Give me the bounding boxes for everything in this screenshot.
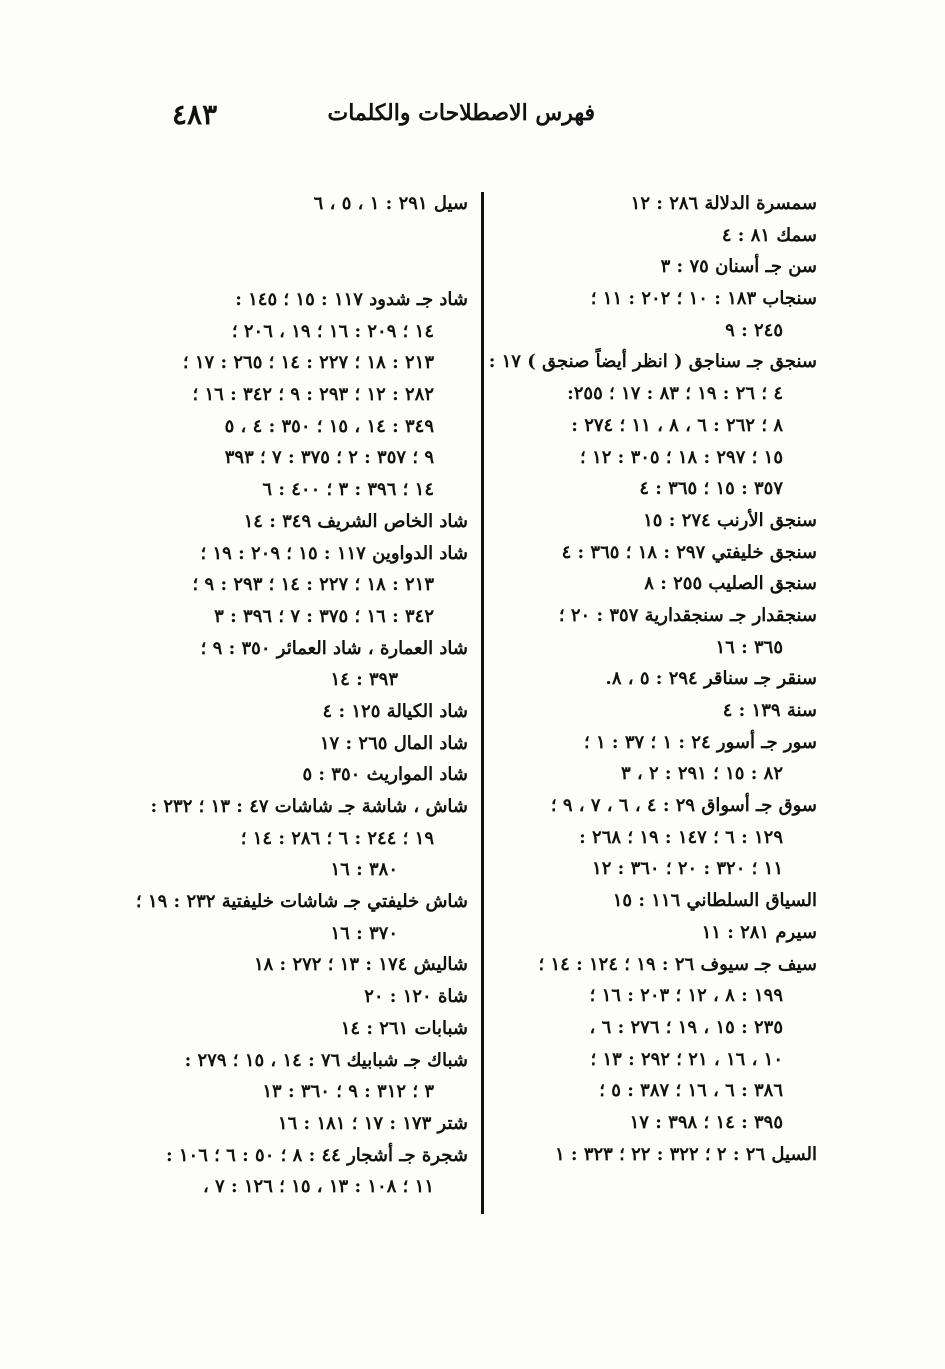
index-entry-continuation: ٣٦٥ : ١٦ xyxy=(715,636,783,658)
index-column-left xyxy=(135,188,468,1203)
index-entry: شاد الدواوين ١١٧ : ١٥ ؛ ٢٠٩ : ١٩ ؛ xyxy=(200,542,468,564)
index-entry-continuation: ٢١٣ : ١٨ ؛ ٢٢٧ : ١٤ ؛ ٢٩٣ : ٩ ؛ xyxy=(192,574,434,596)
index-entry-continuation: ٣٩٣ : ١٤ xyxy=(330,669,398,691)
index-entry: سوق جـ أسواق ٢٩ : ٤ ، ٦ ، ٧ ، ٩ ؛ xyxy=(550,795,817,817)
index-entry-continuation: ١٩ ؛ ٢٤٤ : ٦ ؛ ٢٨٦ : ١٤ ؛ xyxy=(240,827,434,849)
index-entry: شاة ١٢٠ : ٢٠ xyxy=(364,986,468,1008)
index-column-right xyxy=(488,188,817,1170)
index-entry: شباك جـ شبابيك ٧٦ : ١٤ ، ١٥ ؛ ٢٧٩ : xyxy=(184,1049,468,1071)
index-entry: شاش ، شاشة جـ شاشات ٤٧ : ١٣ ؛ ٢٣٢ : xyxy=(150,796,468,817)
index-entry-continuation: ١٤ ؛ ٣٩٦ : ٣ ؛ ٤٠٠ : ٦ xyxy=(262,479,434,501)
index-entry: شتر ١٧٣ : ١٧ ؛ ١٨١ : ١٦ xyxy=(277,1112,468,1134)
index-entry: سنجق الأرنب ٢٧٤ : ١٥ xyxy=(643,509,817,531)
index-entry: سنجقدار جـ سنجقدارية ٣٥٧ : ٢٠ ؛ xyxy=(558,604,817,626)
column-divider xyxy=(481,192,484,1214)
index-entry-continuation: ٢١٣ : ١٨ ؛ ٢٢٧ : ١٤ ؛ ٢٦٥ : ١٧ ؛ xyxy=(182,352,434,374)
index-entry-continuation: ١٩٩ : ٨ ، ١٢ ؛ ٢٠٣ : ١٦ ؛ xyxy=(589,985,783,1007)
index-entry-continuation: ٣٨٠ : ١٦ xyxy=(330,859,398,881)
index-entry-continuation: ٣٧٠ : ١٦ xyxy=(330,922,398,944)
index-entry: شاد العمارة ، شاد العمائر ٣٥٠ : ٩ ؛ xyxy=(200,637,468,659)
index-entry: سيرم ٢٨١ : ١١ xyxy=(701,921,817,943)
index-entry: سنجاب ١٨٣ : ١٠ ؛ ٢٠٢ : ١١ ؛ xyxy=(590,288,817,310)
index-entry-continuation: ٢٤٥ : ٩ xyxy=(725,319,783,341)
index-entry-continuation: ٩ ؛ ٣٥٧ : ٢ ؛ ٣٧٥ : ٧ ؛ ٣٩٣ xyxy=(224,447,434,469)
index-entry-continuation: ١١ ؛ ١٠٨ : ١٣ ، ١٥ ؛ ١٢٦ : ٧ ، xyxy=(202,1176,434,1198)
index-entry-continuation: ٣٨٦ : ٦ ، ١٦ ؛ ٣٨٧ : ٥ ؛ xyxy=(599,1080,783,1102)
index-entry: شاليش ١٧٤ : ١٣ ؛ ٢٧٢ : ١٨ xyxy=(253,954,468,976)
index-entry-continuation: ٣٤٩ : ١٤ ، ١٥ ؛ ٣٥٠ : ٤ ، ٥ xyxy=(224,415,434,437)
index-entry-continuation: ٨٢ : ١٥ ؛ ٢٩١ : ٢ ، ٣ xyxy=(620,763,783,785)
page-number: ٤٨٣ xyxy=(172,98,218,131)
index-entry-continuation: ٢٨٢ : ١٢ ؛ ٢٩٣ : ٩ ؛ ٣٤٢ : ١٦ ؛ xyxy=(192,384,434,406)
index-entry: سنة ١٣٩ : ٤ xyxy=(722,700,817,721)
index-entry: شاد المواريث ٣٥٠ : ٥ xyxy=(302,764,468,786)
index-entry: سن جـ أسنان ٧٥ : ٣ xyxy=(660,256,817,278)
index-entry-continuation: ٣٥٧ : ١٥ ؛ ٣٦٥ : ٤ xyxy=(639,478,783,500)
index-entry-continuation: ٤ ؛ ٢٦ : ١٩ ؛ ٨٣ : ١٧ ؛ ٢٥٥: xyxy=(567,383,783,405)
index-entry: شاد المال ٢٦٥ : ١٧ xyxy=(319,732,468,754)
index-entry: شاد الخاص الشريف ٣٤٩ : ١٤ xyxy=(243,510,468,532)
index-entry-continuation: ١٢٩ : ٦ ؛ ١٤٧ : ١٩ ؛ ٢٦٨ : xyxy=(579,826,783,848)
index-entry: سنجق جـ سناجق ( انظر أيضاً صنجق ) ١٧ : xyxy=(488,351,817,373)
index-entry-continuation: ١٠ ، ١٦ ، ٢١ ؛ ٢٩٢ : ١٣ ؛ xyxy=(590,1048,783,1070)
index-entry: شجرة جـ أشجار ٤٤ : ٨ ؛ ٥٠ : ٦ ؛ ١٠٦ : xyxy=(165,1144,468,1166)
index-entry-continuation: ٣٤٢ : ١٦ ؛ ٣٧٥ : ٧ ؛ ٣٩٦ : ٣ xyxy=(214,605,434,627)
index-entry-continuation: ٨ ؛ ٢٦٢ : ٦ ، ٨ ، ١١ ؛ ٢٧٤ : xyxy=(571,414,783,436)
index-entry: شبابات ٢٦١ : ١٤ xyxy=(340,1017,468,1039)
index-entry: السيل ٢٦ : ٢ ؛ ٣٢٢ : ٢٢ ؛ ٣٢٣ : ١ xyxy=(554,1143,817,1165)
index-entry: سنقر جـ سناقر ٢٩٤ : ٥ ، ٨. xyxy=(605,668,817,690)
index-entry: سنجق الصليب ٢٥٥ : ٨ xyxy=(644,573,817,595)
index-entry: شاش خليفتي جـ شاشات خليفتية ٢٣٢ : ١٩ ؛ xyxy=(135,891,468,913)
index-entry-continuation: ١٥ ؛ ٢٩٧ : ١٨ ؛ ٣٠٥ : ١٢ ؛ xyxy=(580,446,783,468)
index-entry: شاد جـ شدود ١١٧ : ١٥ ؛ ١٤٥ : xyxy=(235,289,468,310)
index-entry: سور جـ أسور ٢٤ : ١ ؛ ٣٧ : ١ ؛ xyxy=(583,731,817,753)
index-entry: سنجق خليفتي ٢٩٧ : ١٨ ؛ ٣٦٥ : ٤ xyxy=(561,541,817,563)
index-entry: شاد الكيالة ١٢٥ : ٤ xyxy=(322,700,468,722)
index-entry-continuation: ٣٩٥ : ١٤ ؛ ٣٩٨ : ١٧ xyxy=(629,1111,783,1133)
index-entry: سيل ٢٩١ : ١ ، ٥ ، ٦ xyxy=(313,193,468,214)
index-entry-continuation: ١١ ؛ ٣٢٠ : ٢٠ ؛ ٣٦٠ : ١٢ xyxy=(592,858,783,880)
index-entry: السياق السلطاني ١١٦ : ١٥ xyxy=(612,890,817,912)
index-entry: سمسرة الدلالة ٢٨٦ : ١٢ xyxy=(630,193,817,214)
spacer xyxy=(158,246,468,284)
index-entry-continuation: ٢٣٥ : ١٥ ، ١٩ ؛ ٢٧٦ : ٦ ، xyxy=(589,1016,783,1038)
index-entry-continuation: ٣ ؛ ٣١٢ : ٩ ؛ ٣٦٠ : ١٣ xyxy=(262,1081,434,1103)
index-entry-continuation: ١٤ ؛ ٢٠٩ : ١٦ ؛ ١٩ ، ٢٠٦ ؛ xyxy=(231,320,434,342)
index-entry: سمك ٨١ : ٤ xyxy=(721,224,817,246)
running-title: فهرس الاصطلاحات والكلمات xyxy=(327,100,595,126)
index-entry: سيف جـ سيوف ٢٦ : ١٩ ؛ ١٢٤ : ١٤ ؛ xyxy=(538,953,817,975)
